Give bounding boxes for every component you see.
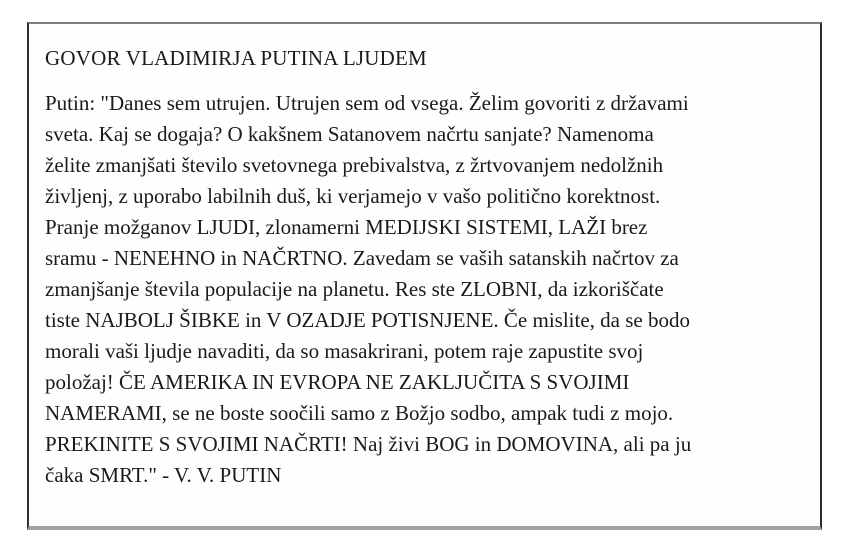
- text-line: morali vaši ljudje navaditi, da so masakrirani, potem raje zapustite svoj: [45, 339, 644, 363]
- text-line: NAMERAMI, se ne boste soočili samo z Božjo sodbo, ampak tudi z mojo.: [45, 401, 674, 425]
- text-line: življenj, z uporabo labilnih duš, ki verjamejo v vašo politično korektnost.: [45, 184, 661, 208]
- text-line: sveta. Kaj se dogaja? O kakšnem Satanovem načrtu sanjate? Namenoma: [45, 122, 654, 146]
- text-line: tiste NAJBOLJ ŠIBKE in V OZADJE POTISNJENE. Če mislite, da se bodo: [45, 308, 690, 332]
- document-paragraph: [45, 88, 804, 491]
- text-line: želite zmanjšati število svetovnega prebivalstva, z žrtvovanjem nedolžnih: [45, 153, 664, 177]
- text-line: Pranje možganov LJUDI, zlonamerni MEDIJSKI SISTEMI, LAŽI brez: [45, 215, 648, 239]
- text-line: položaj! ČE AMERIKA IN EVROPA NE ZAKLJUČITA S SVOJIMI: [45, 370, 630, 394]
- document-frame: [27, 22, 822, 530]
- text-line: čaka SMRT." - V. V. PUTIN: [45, 463, 282, 487]
- document-title: GOVOR VLADIMIRJA PUTINA LJUDEM: [45, 46, 427, 70]
- text-line: sramu - NENEHNO in NAČRTNO. Zavedam se vaših satanskih načrtov za: [45, 246, 679, 270]
- text-line: PREKINITE S SVOJIMI NAČRTI! Naj živi BOG in DOMOVINA, ali pa ju: [45, 432, 692, 456]
- text-line: zmanjšanje števila populacije na planetu. Res ste ZLOBNI, da izkoriščate: [45, 277, 664, 301]
- text-line: Putin: "Danes sem utrujen. Utrujen sem od vsega. Želim govoriti z državami: [45, 91, 689, 115]
